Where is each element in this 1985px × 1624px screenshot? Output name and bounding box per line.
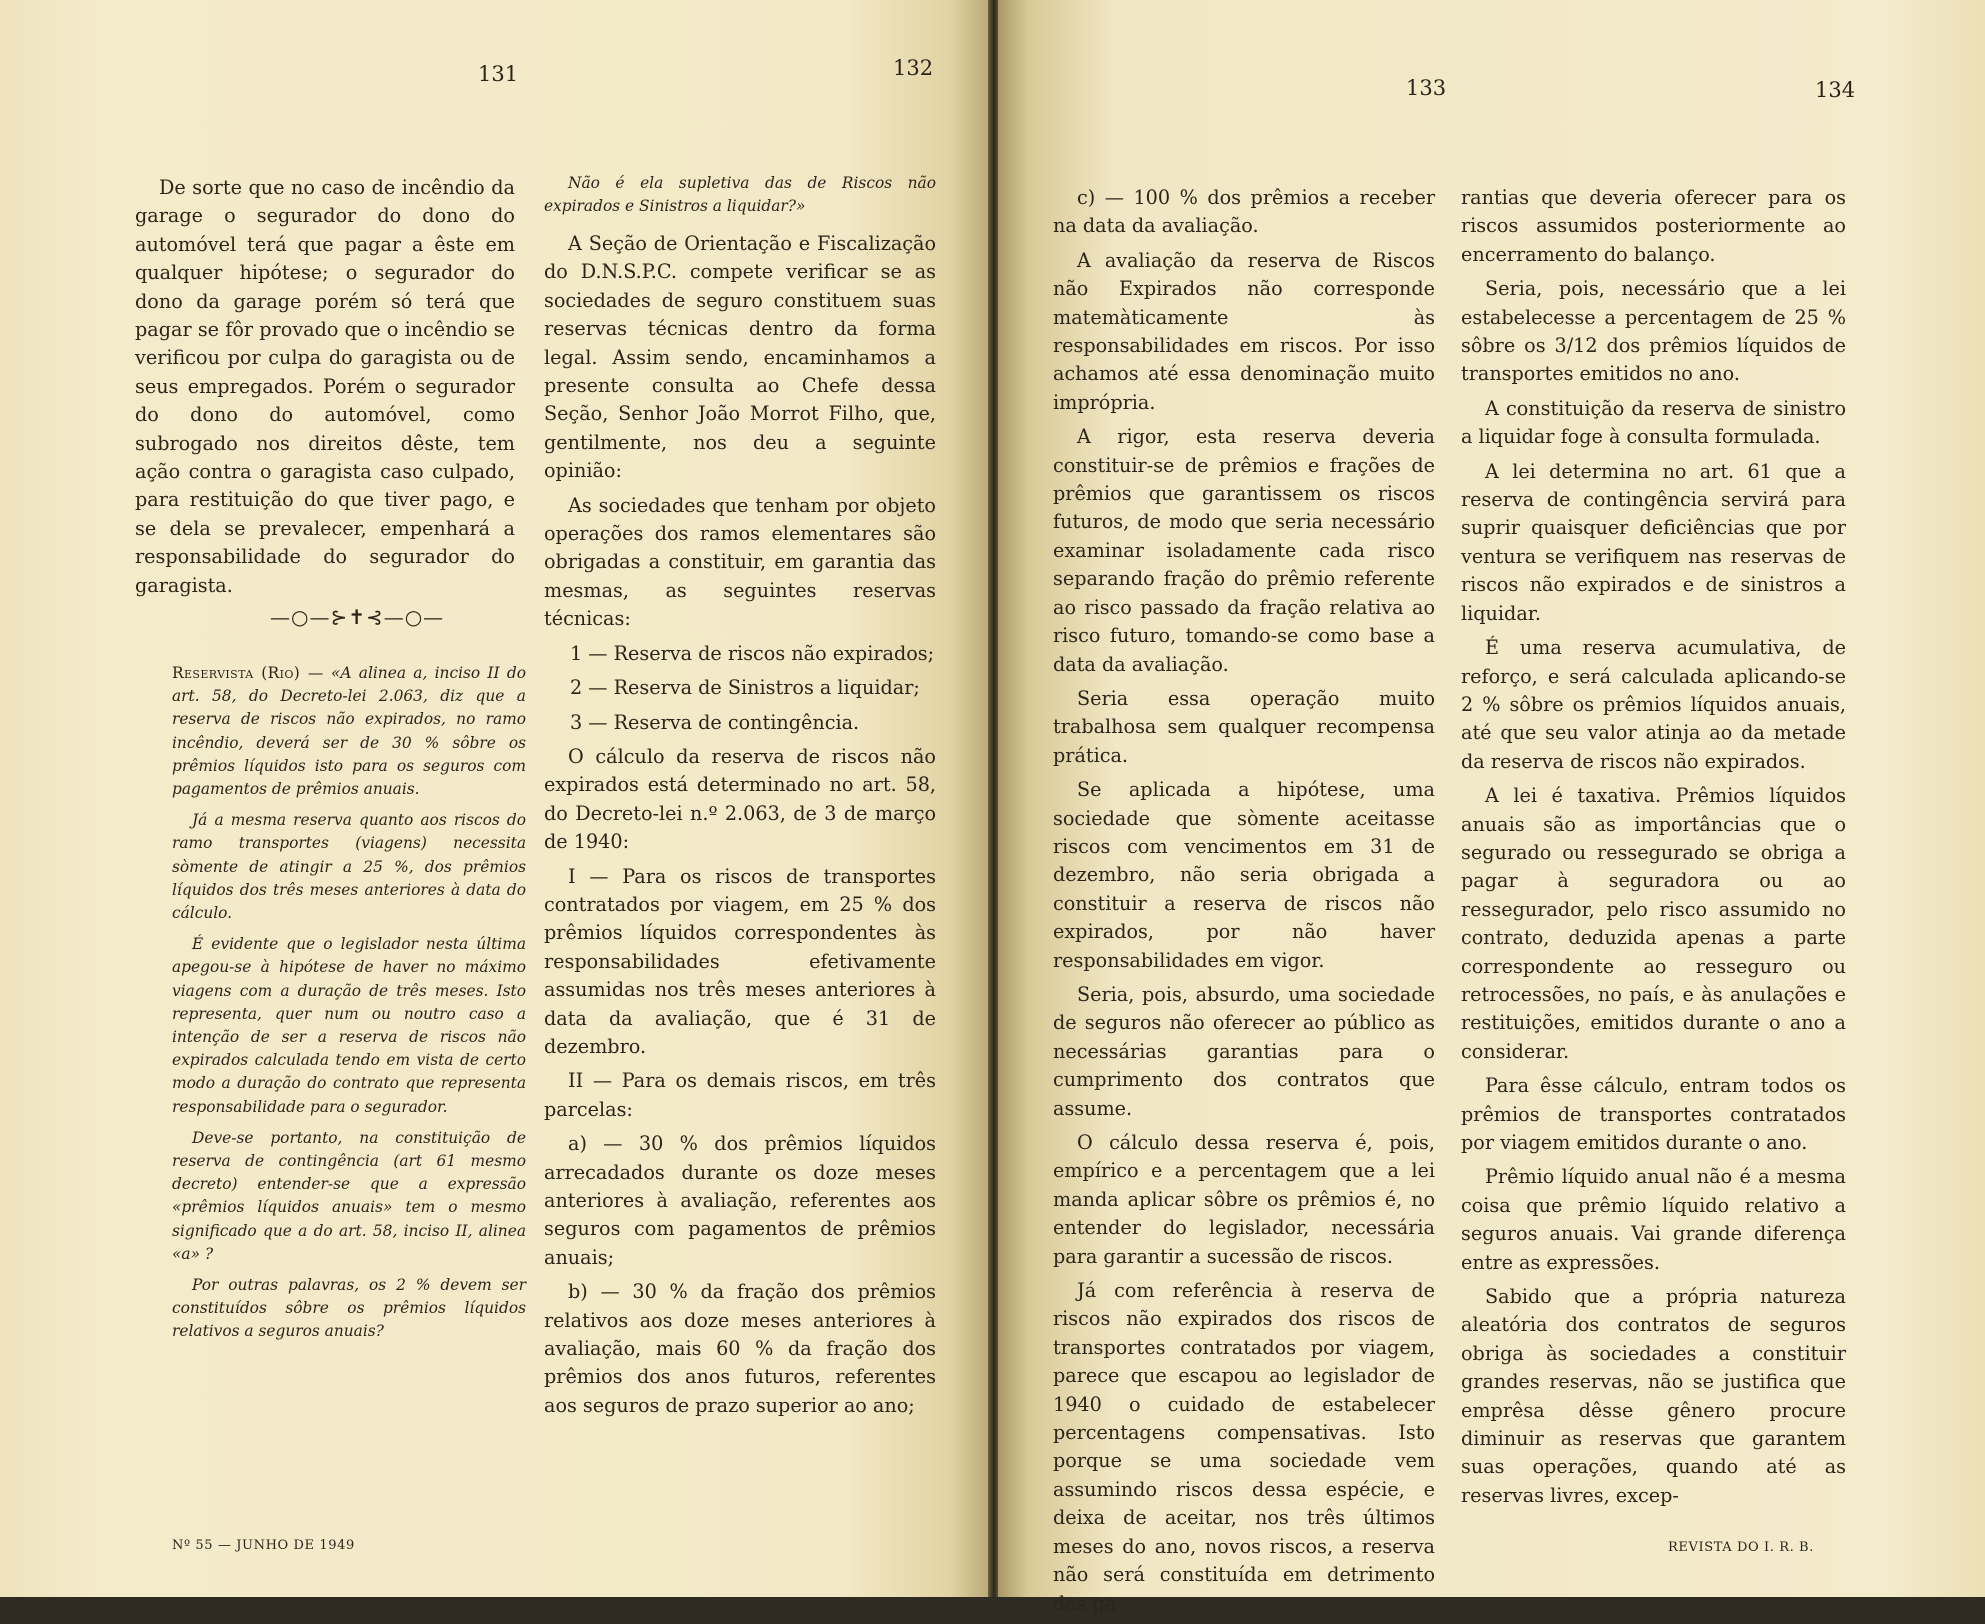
paragraph: II — Para os demais riscos, em três parcelas: (544, 1069, 936, 1121)
note-text: Já a mesma reserva quanto aos riscos do ramo transportes (viagens) necessita sòmente de atingir a 25 %, dos prêmios líquidos dos três meses anteriores à data do cálculo. (172, 811, 526, 923)
note-text: Por outras palavras, os 2 % devem ser constituídos sôbre os prêmios líquidos relativos a seguros anuais? (172, 1276, 526, 1341)
footer-journal: REVISTA DO I. R. B. (1668, 1540, 1814, 1555)
paragraph: A rigor, esta reserva deveria constituir-se de prêmios e frações de prêmios que garantissem os riscos futuros, de modo que seria necessário examinar isoladamente cada risco separando fração do prêmio referente ao risco passado da fração relativa ao risco futuro, tomando-se como base a data da avaliação. (1053, 425, 1435, 676)
paragraph: A lei é taxativa. Prêmios líquidos anuais são as importâncias que o segurado ou ressegurado se obriga a pagar à seguradora ou ao ressegurador, pelo risco assumido no contrato, deduzida apenas a parte correspondente ao resseguro ou retrocessões, no país, e às anulações e restituições, emitidos durante o ano a considerar. (1461, 784, 1846, 1063)
page-number-132: 132 (893, 56, 934, 80)
section-ornament: —○—⊱✝⊰—○— (270, 605, 445, 629)
list-item: 2 — Reserva de Sinistros a liquidar; (570, 676, 920, 700)
paragraph: Prêmio líquido anual não é a mesma coisa que prêmio líquido relativo a seguros anuais. Vai grande diferença entre as expressões. (1461, 1165, 1846, 1274)
note-text: É evidente que o legislador nesta última apegou-se à hipótese de haver no máximo viagens com a duração de três meses. Isto representa, quer num ou noutro caso a intenção de ser a reserva de riscos não expirados calculada tendo em vista de certo modo a duração do contrato que representa responsabilidade para o segurador. (172, 935, 526, 1116)
right-page (998, 0, 1985, 1615)
paragraph: A constituição da reserva de sinistro a liquidar foge à consulta formulada. (1461, 396, 1846, 449)
quote-continuation: Não é ela supletiva das de Riscos não expirados e Sinistros a liquidar?» (544, 174, 936, 215)
paragraph: Se aplicada a hipótese, uma sociedade que sòmente aceitasse riscos com vencimentos em 31 de dezembro, não seria obrigada a constituir a reserva de riscos não expirados, por não haver responsabilidades em vigor. (1053, 778, 1435, 972)
paragraph: O cálculo dessa reserva é, pois, empírico e a percentagem que a lei manda aplicar sôbre os prêmios é, no entender do legislador, necessária para garantir a sucessão de riscos. (1053, 1131, 1435, 1268)
paragraph: Seria, pois, absurdo, uma sociedade de seguros não oferecer ao público as necessárias garantias para o cumprimento dos contratos que assume. (1053, 982, 1435, 1120)
paragraph: rantias que deveria oferecer para os riscos assumidos posteriormente ao encerramento do balanço. (1461, 186, 1846, 266)
paragraph: De sorte que no caso de incêndio da garage o segurador do dono do automóvel terá que pagar a êste em qualquer hipótese; o segurador do dono da garage porém só terá que pagar se fôr provado que o incêndio se verificou por culpa do garagista ou de seus empregados. Porém o segurador do dono do automóvel, como subrogado nos direitos dêste, tem ação contra o garagista caso culpado, para restituição do que tiver pago, e se dela se prevalecer, empenhará a responsabilidade do segurador do garagista. (135, 176, 515, 597)
paragraph: É uma reserva acumulativa, de reforço, e será calculada aplicando-se 2 % sôbre os prêmios líquidos anuais, até que seu valor atinja ao da metade da reserva de riscos não expirados. (1461, 636, 1846, 773)
notes-lead: Reservista (Rio) — (172, 664, 324, 682)
column-4-body (1461, 184, 1846, 1516)
column-3-body (1053, 184, 1435, 1624)
paragraph: A Seção de Orientação e Fiscalização do D.N.S.P.C. compete verificar se as sociedades de seguro constituem suas reservas técnicas dentro da forma legal. Assim sendo, encaminhamos a presente consulta ao Chefe dessa Seção, Senhor João Morrot Filho, que, gentilmente, nos deu a seguinte opinião: (544, 232, 936, 483)
page-number-131: 131 (478, 62, 519, 86)
paragraph: c) — 100 % dos prêmios a receber na data da avaliação. (1053, 186, 1435, 238)
note-text: «A alinea a, inciso II do art. 58, do Decreto-lei 2.063, diz que a reserva de riscos não expirados, no ramo incêndio, deverá ser de 30 % sôbre os prêmios líquidos isto para os seguros com pagamentos de prêmios anuais. (172, 664, 526, 799)
list-item: 3 — Reserva de contingência. (570, 710, 860, 734)
paragraph: I — Para os riscos de transportes contratados por viagem, em 25 % dos prêmios líquidos correspondentes às responsabilidades efetivamente assumidas nos três meses anteriores à data da avaliação, que é 31 de dezembro. (544, 864, 936, 1058)
paragraph: Para êsse cálculo, entram todos os prêmios de transportes contratados por viagem emitidos durante o ano. (1461, 1074, 1846, 1154)
column-2-body (544, 172, 936, 1426)
footer-issue: Nº 55 — JUNHO DE 1949 (172, 1538, 355, 1553)
list-item: 1 — Reserva de riscos não expirados; (570, 641, 935, 665)
paragraph: Seria essa operação muito trabalhosa sem qualquer recompensa prática. (1053, 686, 1435, 767)
paragraph: Seria, pois, necessário que a lei estabelecesse a percentagem de 25 % sôbre os 3/12 dos prêmios líquidos de transportes emitidos no ano. (1461, 277, 1846, 386)
paragraph: A lei determina no art. 61 que a reserva de contingência servirá para suprir quaisquer deficiências que por ventura se verifiquem nas reservas de riscos não expirados e de sinistros a liquidar. (1461, 459, 1846, 625)
paragraph: A avaliação da reserva de Riscos não Expirados não corresponde matemàticamente às responsabilidades em riscos. Por isso achamos até essa denominação muito imprópria. (1053, 248, 1435, 414)
note-text: Deve-se portanto, na constituição de reserva de contingência (art 61 mesmo decreto) entender-se que a expressão «prêmios líquidos anuais» tem o mesmo significado que a do art. 58, inciso II, alinea «a» ? (172, 1128, 526, 1263)
paragraph: As sociedades que tenham por objeto operações dos ramos elementares são obrigadas a constituir, em garantia das mesmas, as seguintes reservas técnicas: (544, 493, 936, 631)
paragraph: b) — 30 % da fração dos prêmios relativos aos doze meses anteriores à avaliação, mais 60 % da fração dos prêmios dos anos futuros, referentes aos seguros de prazo superior ao ano; (544, 1280, 936, 1417)
page-number-133: 133 (1406, 76, 1447, 100)
column-1-body (135, 174, 515, 606)
reader-question (172, 662, 526, 1352)
paragraph: a) — 30 % dos prêmios líquidos arrecadados durante os doze meses anteriores à avaliação, referentes aos seguros com pagamentos de prêmios anuais; (544, 1132, 936, 1269)
paragraph: O cálculo da reserva de riscos não expirados está determinado no art. 58, do Decreto-lei n.º 2.063, de 3 de março de 1940: (544, 744, 936, 854)
paragraph: Sabido que a própria natureza aleatória dos contratos de seguros obriga às sociedades a constituir grandes reservas, não se justifica que emprêsa dêsse gênero procure diminuir as reservas que garantem suas operações, quando até as reservas livres, excep- (1461, 1285, 1846, 1507)
left-page (0, 0, 990, 1597)
page-number-134: 134 (1815, 78, 1856, 102)
paragraph: Já com referência à reserva de riscos não expirados dos riscos de transportes contratados por viagem, parece que escapou ao legislador de 1940 o cuidado de estabelecer percentagens compensativas. Isto porque se uma sociedade vem assumindo riscos dessa espécie, e deixa de aceitar, nos três últimos meses do ano, novos riscos, a reserva não será constituída em detrimento das ga- (1053, 1279, 1435, 1615)
